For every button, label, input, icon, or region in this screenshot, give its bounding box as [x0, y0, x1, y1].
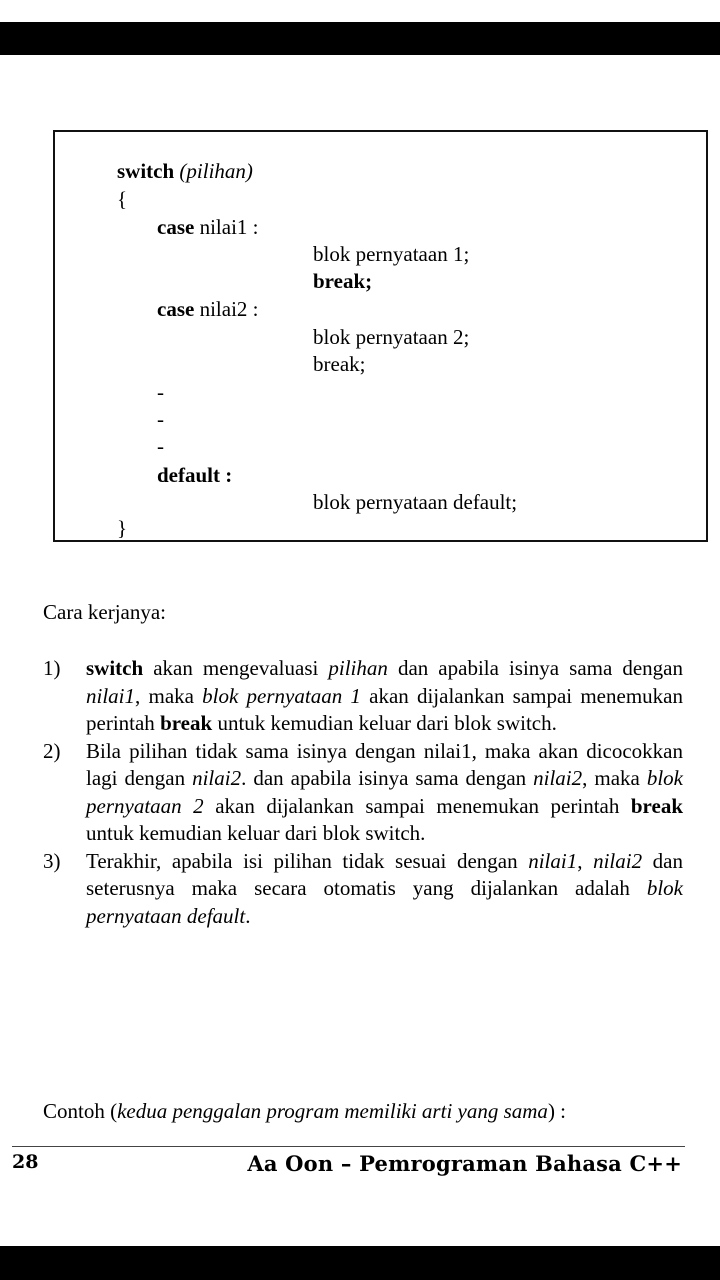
break2-line: break;: [313, 352, 366, 376]
ellipsis-dash-1: -: [157, 380, 164, 404]
default-line: default :: [157, 463, 233, 487]
list-number: 1): [43, 656, 61, 680]
list-item-text: Bila pilihan tidak sama isinya dengan nilai1, maka akan dicocokkan lagi dengan nilai2. dan apabila isinya sama dengan nilai2, maka blok pernyataan 2 akan dijalankan sampai menemukan perintah break untuk kemudian keluar dari blok switch.: [86, 738, 683, 845]
list-number: 2): [43, 738, 61, 763]
list-item-text: Terakhir, apabila isi pilihan tidak sesuai dengan nilai1, nilai2 dan seterusnya maka secara otomatis yang dijalankan adalah blok pernyataan default.: [86, 848, 683, 928]
contoh-line: Contoh (kedua penggalan program memiliki arti yang sama) :: [43, 1099, 567, 1123]
bottom-black-bar: [0, 1246, 720, 1280]
list-item-text: switch akan mengevaluasi pilihan dan apabila isinya sama dengan nilai1, maka blok pernyataan 1 akan dijalankan sampai menemukan perintah break untuk kemudian keluar dari blok switch.: [86, 656, 683, 735]
case1-line: case nilai1 :: [157, 215, 259, 239]
list-number: 3): [43, 848, 61, 873]
page-number: 28: [12, 1151, 39, 1173]
list-item-3: [43, 848, 683, 931]
list-item-1: [43, 655, 683, 738]
cara-heading: Cara kerjanya:: [43, 600, 167, 624]
footer-divider: [12, 1146, 685, 1147]
explanation-list: [43, 655, 683, 930]
break1-line: break;: [313, 269, 373, 293]
case2-line: case nilai2 :: [157, 297, 259, 321]
top-black-bar: [0, 22, 720, 55]
syntax-box: [53, 130, 708, 542]
stmt-default-line: blok pernyataan default;: [313, 490, 518, 514]
stmt1-line: blok pernyataan 1;: [313, 242, 470, 266]
close-brace: }: [117, 516, 128, 540]
ellipsis-dash-3: -: [157, 434, 164, 458]
list-item-2: [43, 738, 683, 848]
switch-line: switch (pilihan): [117, 159, 253, 183]
open-brace: {: [117, 187, 128, 211]
running-title: Aa Oon – Pemrograman Bahasa C++: [247, 1151, 682, 1176]
stmt2-line: blok pernyataan 2;: [313, 325, 470, 349]
ellipsis-dash-2: -: [157, 407, 164, 431]
